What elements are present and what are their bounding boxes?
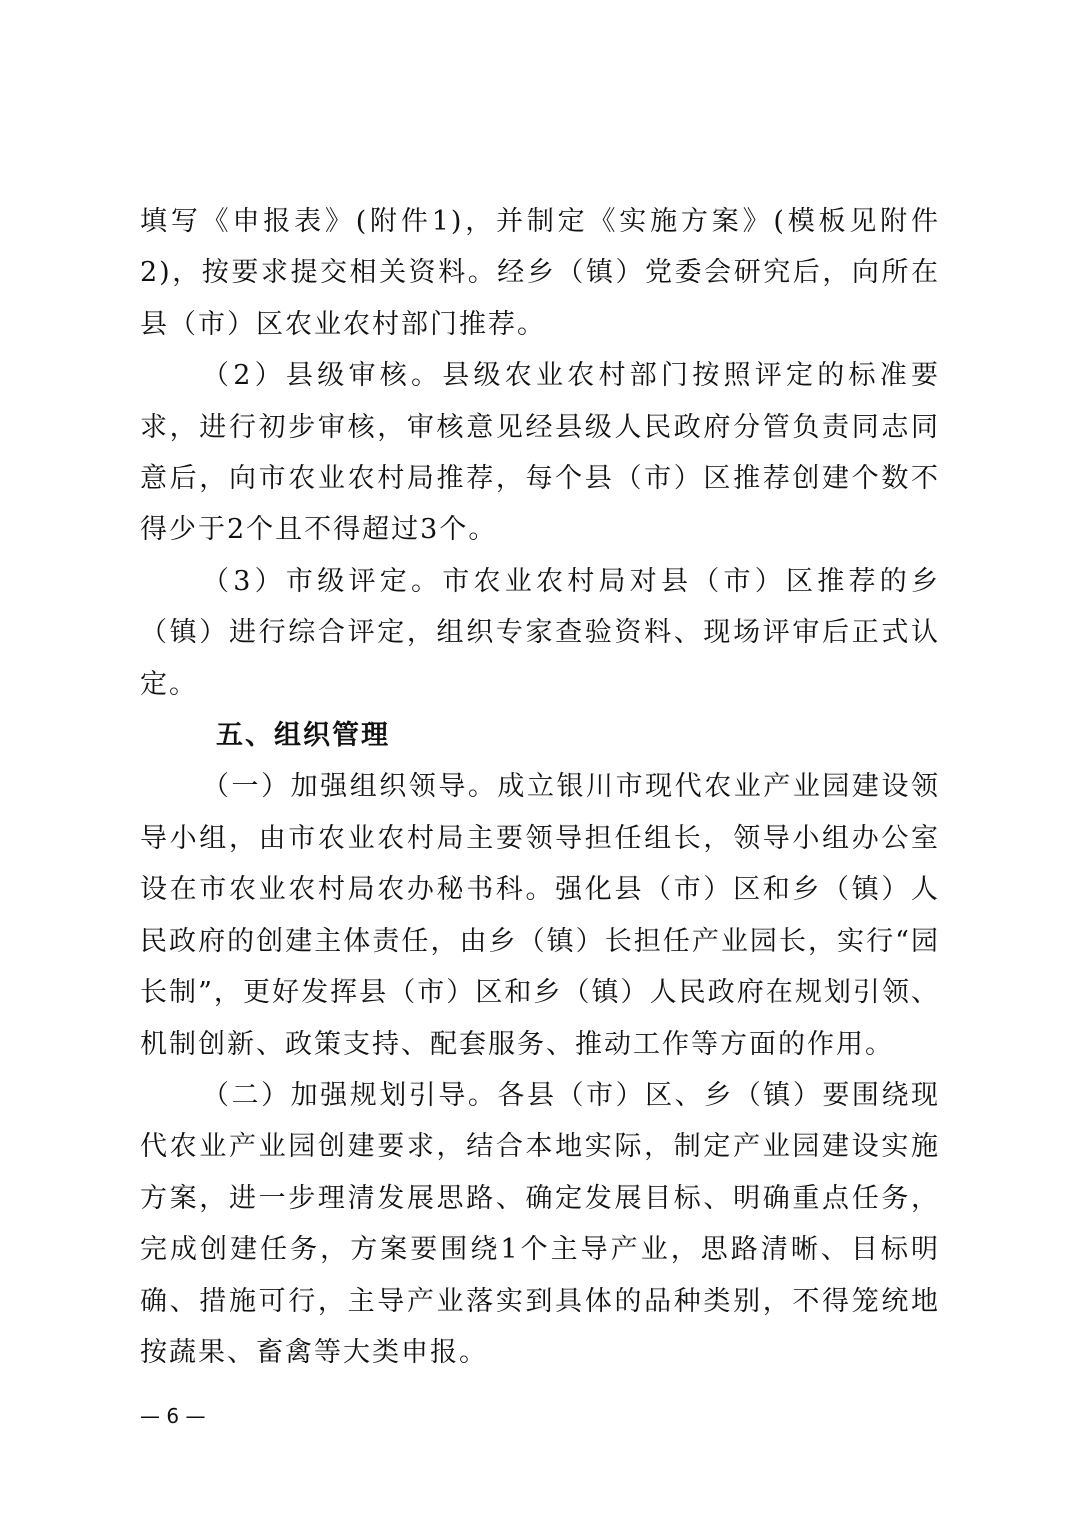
paragraph-county-review: （2）县级审核。县级农业农村部门按照评定的标准要求，进行初步审核，审核意见经县级人民政府分管负责同志同意后，向市农业农村局推荐，每个县（市）区推荐创建个数不得少于2个且不得超过3个。 bbox=[140, 360, 940, 546]
section-heading: 五、组织管理 bbox=[216, 720, 390, 752]
paragraph-planning-guidance-body: 各县（市）区、乡（镇）要围绕现代农业产业园创建要求，结合本地实际，制定产业园建设实施方案，进一步理清发展思路、确定发展目标、明确重点任务，完成创建任务，方案要围绕1个主导产业，思路清晰、目标明确、措施可行，主导产业落实到具体的品种类别，不得笼统地按蔬果、畜禽等大类申报。 bbox=[140, 1079, 941, 1368]
paragraph-organization-leadership-body: 成立银川市现代农业产业园建设领导小组，由市农业农村局主要领导担任组长，领导小组办公室设在市农业农村局农办秘书科。强化县（市）区和乡（镇）人民政府的创建主体责任，由乡（镇）长担任产业园长，实行“园长制”，更好发挥县（市）区和乡（镇）人民政府在规划引领、机制创新、政策支持、配套服务、推动工作等方面的作用。 bbox=[140, 771, 941, 1060]
paragraph-planning-guidance bbox=[140, 1070, 940, 1378]
paragraph-application: 填写《申报表》(附件1)，并制定《实施方案》(模板见附件2)，按要求提交相关资料。经乡（镇）党委会研究后，向所在县（市）区农业农村部门推荐。 bbox=[140, 206, 940, 340]
subheading-planning-guidance: （二）加强规划引导。 bbox=[202, 1079, 498, 1111]
document-body bbox=[140, 196, 940, 1378]
page-number: — 6 — bbox=[140, 1404, 206, 1428]
paragraph-organization-leadership bbox=[140, 761, 940, 1069]
paragraph-city-assessment: （3）市级评定。市农业农村局对县（市）区推荐的乡（镇）进行综合评定，组织专家查验资料、现场评审后正式认定。 bbox=[140, 565, 940, 700]
subheading-organization-leadership: （一）加强组织领导。 bbox=[202, 771, 498, 803]
